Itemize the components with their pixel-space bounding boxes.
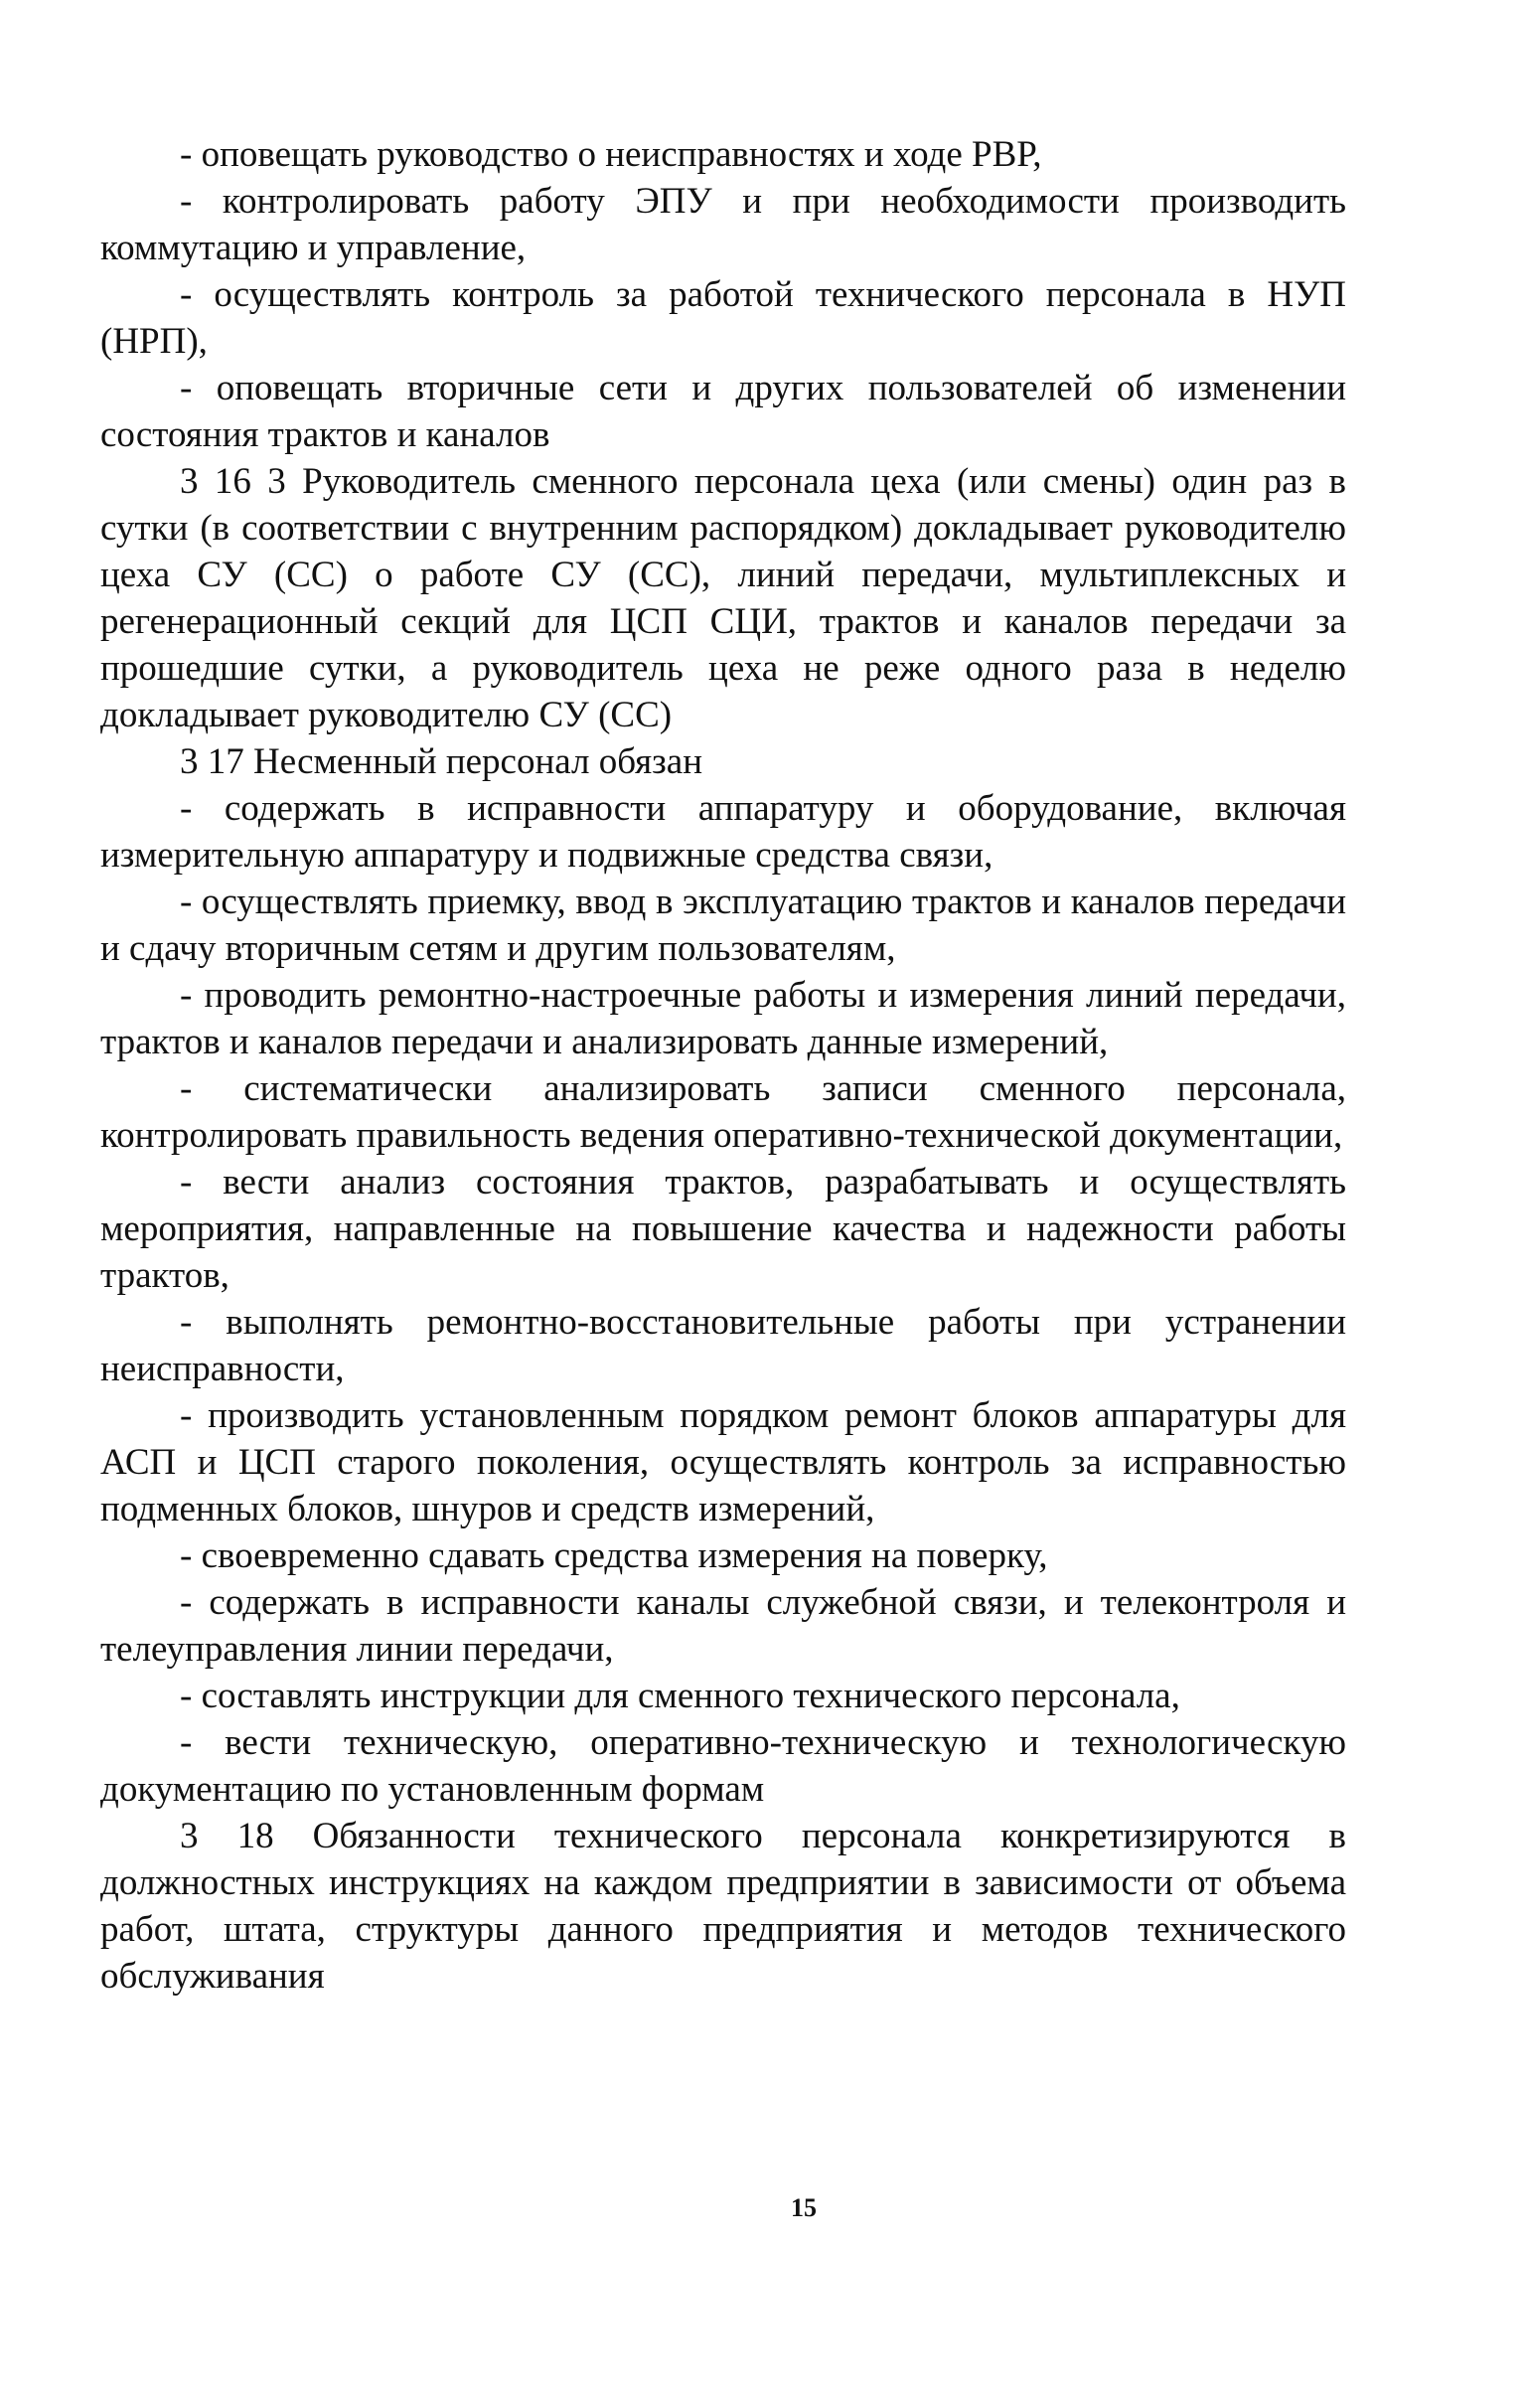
paragraph: - оповещать руководство о неисправностях и ходе РВР, [180, 134, 1042, 175]
paragraph: - выполнять ремонтно-восстановительные работы при устранении неисправности, [100, 1302, 1346, 1389]
paragraph: - своевременно сдавать средства измерения на поверку, [180, 1535, 1048, 1576]
paragraph: - проводить ремонтно-настроечные работы и измерения линий передачи, трактов и каналов передачи и анализировать данные измерений, [100, 975, 1346, 1062]
paragraph: - производить установленным порядком ремонт блоков аппаратуры для АСП и ЦСП старого поколения, осуществлять контроль за исправностью подменных блоков, шнуров и средств измерений, [100, 1395, 1346, 1529]
paragraph: 3 17 Несменный персонал обязан [180, 741, 703, 782]
paragraph: - оповещать вторичные сети и других пользователей об изменении состояния трактов и каналов [100, 368, 1346, 455]
paragraph: - содержать в исправности аппаратуру и оборудование, включая измерительную аппаратуру и подвижные средства связи, [100, 788, 1346, 876]
paragraph: - осуществлять приемку, ввод в эксплуатацию трактов и каналов передачи и сдачу вторичным сетям и другим пользователям, [100, 882, 1346, 969]
paragraph: - контролировать работу ЭПУ и при необходимости производить коммутацию и управление, [100, 181, 1346, 268]
page-number: 15 [791, 2193, 817, 2222]
paragraph: - осуществлять контроль за работой технического персонала в НУП (НРП), [100, 274, 1346, 362]
paragraph: - составлять инструкции для сменного технического персонала, [180, 1676, 1180, 1716]
paragraph: 3 18 Обязанности технического персонала конкретизируются в должностных инструкциях на каждом предприятии в зависимости от объема работ, штата, структуры данного предприятия и методов технического обслуживания [100, 1816, 1346, 1997]
paragraph: - вести анализ состояния трактов, разрабатывать и осуществлять мероприятия, направленные на повышение качества и надежности работы трактов, [100, 1162, 1346, 1296]
document-body [100, 131, 1346, 2000]
paragraph: - систематически анализировать записи сменного персонала, контролировать правильность ведения оперативно-технической документации, [100, 1068, 1346, 1156]
paragraph: - содержать в исправности каналы служебной связи, и телеконтроля и телеуправления линии передачи, [100, 1582, 1346, 1670]
paragraph: 3 16 3 Руководитель сменного персонала цеха (или смены) один раз в сутки (в соответствии с внутренним распорядком) докладывает руководителю цеха СУ (СС) о работе СУ (СС), линий передачи, мультиплексных и регенерационный секций для ЦСП СЦИ, трактов и каналов передачи за прошедшие сутки, а руководитель цеха не реже одного раза в неделю докладывает руководителю СУ (СС) [100, 461, 1346, 735]
paragraph: - вести техническую, оперативно-техническую и технологическую документацию по установленным формам [100, 1722, 1346, 1810]
